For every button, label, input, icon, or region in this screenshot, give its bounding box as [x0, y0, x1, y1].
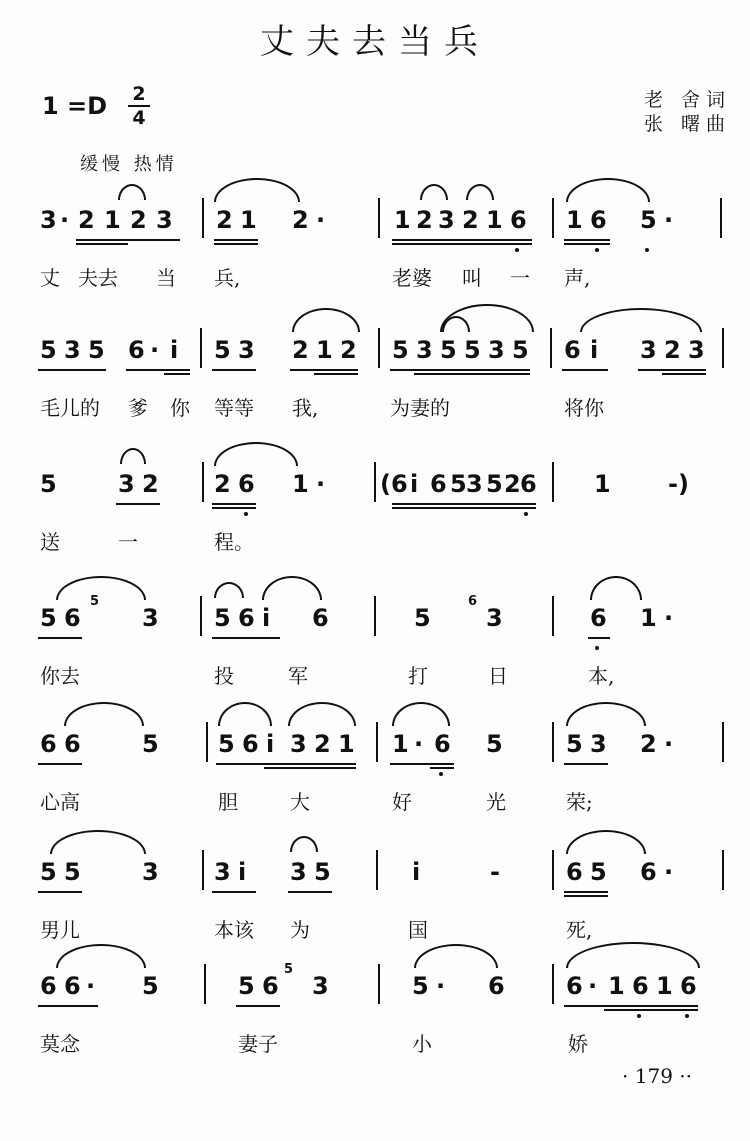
slur: [392, 702, 450, 726]
note: 6: [64, 604, 81, 632]
note: 3: [486, 604, 503, 632]
note: 3: [238, 336, 255, 364]
beam: [604, 1009, 698, 1011]
slur: [218, 702, 272, 726]
low-octave-dot: [685, 1014, 689, 1018]
barline: [378, 328, 380, 368]
lyric: 一: [118, 530, 138, 554]
note: 1: [240, 206, 257, 234]
slur: [420, 184, 448, 200]
note-dot: ·: [664, 604, 674, 632]
lyricist-credit: 老 舍词: [644, 89, 732, 111]
beam: [564, 239, 610, 241]
lyric: 等等: [214, 396, 254, 420]
beam: [562, 369, 608, 371]
note: 6: [430, 470, 447, 498]
note: 5: [40, 470, 57, 498]
note: 6: [640, 858, 657, 886]
note: 2: [462, 206, 479, 234]
music-system-4: [0, 594, 750, 694]
note: 6: [128, 336, 145, 364]
lyric: 本,: [588, 664, 615, 688]
note: 6: [510, 206, 527, 234]
lyric: 为: [290, 918, 310, 942]
lyric: 日: [488, 664, 508, 688]
lyric: 荣;: [566, 790, 593, 814]
lyric: 男儿: [40, 918, 80, 942]
note: 5: [214, 604, 231, 632]
beam: [564, 895, 608, 897]
low-octave-dot: [637, 1014, 641, 1018]
page-number: · 179 ··: [622, 1064, 692, 1088]
note: 5: [440, 336, 457, 364]
lyric: 叫: [462, 266, 482, 290]
music-system-7: [0, 962, 750, 1062]
note: 2: [130, 206, 147, 234]
note: 5: [40, 336, 57, 364]
note: 5: [590, 858, 607, 886]
barline: [200, 596, 202, 636]
lyric: 一: [510, 266, 530, 290]
note: i: [262, 604, 271, 632]
note: 3: [142, 858, 159, 886]
note: 3: [290, 730, 307, 758]
barline: [550, 328, 552, 368]
lyric: 娇: [568, 1032, 588, 1056]
low-octave-dot: [595, 646, 599, 650]
lyric: 兵,: [214, 266, 241, 290]
lyric: 胆: [218, 790, 238, 814]
time-signature: [128, 84, 150, 128]
note: 5: [142, 972, 159, 1000]
beam: [588, 637, 610, 639]
note: 3: [290, 858, 307, 886]
low-octave-dot: [524, 512, 528, 516]
lyric: 莫念: [40, 1032, 80, 1056]
note: 2: [314, 730, 331, 758]
note: 6: [242, 730, 259, 758]
barline: [202, 198, 204, 238]
note: 2: [216, 206, 233, 234]
note-dot: ·: [150, 336, 160, 364]
lyric: 小: [412, 1032, 432, 1056]
slur: [288, 702, 356, 726]
lyric: 我,: [292, 396, 319, 420]
beam: [564, 243, 610, 245]
grace-note: 5: [90, 594, 100, 609]
note: 5: [64, 858, 81, 886]
note: 3: [142, 604, 159, 632]
barline: [552, 462, 554, 502]
note: 5: [218, 730, 235, 758]
slur: [292, 308, 360, 332]
note: 1: [594, 470, 611, 498]
note: 6: [566, 972, 583, 1000]
beam: [430, 767, 454, 769]
note: 5: [314, 858, 331, 886]
note-dot: ·: [60, 206, 70, 234]
slur: [50, 830, 146, 854]
beam: [38, 637, 82, 639]
beam: [392, 503, 536, 505]
lyric: 程。: [214, 530, 254, 554]
slur: [214, 442, 298, 466]
credits: [644, 88, 731, 136]
note: 1: [640, 604, 657, 632]
note: 6: [64, 730, 81, 758]
note: 5: [640, 206, 657, 234]
note: 6: [566, 858, 583, 886]
note: 1: [394, 206, 411, 234]
note: 6: [64, 972, 81, 1000]
note: 6: [434, 730, 451, 758]
note: 6: [262, 972, 279, 1000]
barline: [722, 328, 724, 368]
note: 3: [118, 470, 135, 498]
lyric: 投: [214, 664, 234, 688]
slur: [580, 308, 702, 332]
music-system-1: [0, 206, 750, 296]
lyric: 本该: [214, 918, 254, 942]
barline: [552, 722, 554, 762]
note: 3: [466, 470, 483, 498]
lyric: 你去: [40, 664, 80, 688]
barline: [722, 722, 724, 762]
note: 5: [214, 336, 231, 364]
low-octave-dot: [515, 248, 519, 252]
low-octave-dot: [595, 248, 599, 252]
note: 2: [292, 206, 309, 234]
lyric: 将你: [564, 396, 604, 420]
note: 1: [104, 206, 121, 234]
meter-top: 2: [132, 83, 146, 105]
beam: [212, 503, 256, 505]
lyric: 大: [290, 790, 310, 814]
note: 6: [312, 604, 329, 632]
beam: [116, 503, 160, 505]
barline: [378, 964, 380, 1004]
barline: [552, 198, 554, 238]
slur: [120, 448, 146, 464]
note: -: [490, 858, 500, 886]
barline: [722, 850, 724, 890]
beam: [390, 763, 454, 765]
note: 5: [566, 730, 583, 758]
note: 5: [142, 730, 159, 758]
note: i: [410, 470, 419, 498]
barline: [376, 722, 378, 762]
barline: [202, 462, 204, 502]
beam: [212, 637, 280, 639]
beam: [392, 239, 532, 241]
note-dot: ·: [414, 730, 424, 758]
slur: [118, 184, 146, 200]
beam: [564, 891, 608, 893]
slur: [214, 582, 244, 598]
music-system-2: [0, 336, 750, 426]
beam: [38, 1005, 98, 1007]
note: 5: [40, 604, 57, 632]
slur: [290, 836, 318, 852]
note: 3: [416, 336, 433, 364]
composer-credit: 张 曙曲: [644, 113, 732, 135]
beam: [126, 369, 190, 371]
low-octave-dot: [439, 772, 443, 776]
beam: [212, 891, 256, 893]
beam: [564, 1005, 698, 1007]
note: 3: [156, 206, 173, 234]
note: 6: [488, 972, 505, 1000]
beam: [390, 369, 530, 371]
barline: [206, 722, 208, 762]
lyric: 当: [156, 266, 176, 290]
beam: [38, 369, 106, 371]
barline: [200, 328, 202, 368]
note: 1: [392, 730, 409, 758]
note: 3: [40, 206, 57, 234]
slur: [64, 702, 144, 726]
note: 2: [504, 470, 521, 498]
note: 6: [520, 470, 537, 498]
note: 6: [238, 470, 255, 498]
note: 1: [566, 206, 583, 234]
barline: [720, 198, 722, 238]
barline: [378, 198, 380, 238]
slur: [566, 830, 646, 854]
meter-bottom: 4: [132, 107, 146, 129]
note: 3: [214, 858, 231, 886]
note-dot: ·: [588, 972, 598, 1000]
note: 5: [412, 972, 429, 1000]
slur: [566, 178, 650, 202]
note: 5: [40, 858, 57, 886]
note: -): [668, 470, 689, 498]
note: 5: [512, 336, 529, 364]
note: 5: [392, 336, 409, 364]
lyric: 送: [40, 530, 60, 554]
beam: [212, 369, 256, 371]
lyric: 毛儿的: [40, 396, 100, 420]
lyric: 国: [408, 918, 428, 942]
beam: [216, 763, 356, 765]
note: 6: [590, 604, 607, 632]
note: i: [266, 730, 275, 758]
beam: [638, 369, 706, 371]
note: 3: [64, 336, 81, 364]
note: 2: [640, 730, 657, 758]
note: 5: [464, 336, 481, 364]
note: 1: [656, 972, 673, 1000]
slur: [566, 702, 646, 726]
note: 6: [238, 604, 255, 632]
low-octave-dot: [244, 512, 248, 516]
lyric: 打: [408, 664, 428, 688]
lyric: 为妻的: [390, 396, 450, 420]
beam: [212, 507, 256, 509]
beam: [392, 507, 536, 509]
music-system-3: [0, 470, 750, 560]
lyric: 声,: [564, 266, 591, 290]
note: 1: [338, 730, 355, 758]
low-octave-dot: [645, 248, 649, 252]
note: 3: [438, 206, 455, 234]
note: 5: [486, 730, 503, 758]
barline: [552, 850, 554, 890]
note: 5: [450, 470, 467, 498]
note: 2: [664, 336, 681, 364]
slur: [56, 576, 146, 600]
beam: [290, 369, 358, 371]
lyric: 老婆: [392, 266, 432, 290]
lyric: 死,: [566, 918, 593, 942]
beam: [164, 373, 190, 375]
music-system-5: [0, 730, 750, 820]
note: 2: [340, 336, 357, 364]
note: 3: [488, 336, 505, 364]
beam: [288, 891, 332, 893]
note: 5: [486, 470, 503, 498]
lyric: 爹: [128, 396, 148, 420]
grace-note: 6: [468, 594, 478, 609]
barline: [374, 596, 376, 636]
key-signature: 1 =D: [42, 92, 108, 120]
note: 3: [640, 336, 657, 364]
slur: [214, 178, 300, 202]
note-dot: ·: [316, 206, 326, 234]
beam: [414, 373, 530, 375]
note: 6: [680, 972, 697, 1000]
note-dot: ·: [664, 858, 674, 886]
note: 6: [40, 730, 57, 758]
note: 2: [214, 470, 231, 498]
lyric: 好: [392, 790, 412, 814]
note: 1: [316, 336, 333, 364]
note: i: [238, 858, 247, 886]
lyric: 妻子: [238, 1032, 278, 1056]
beam: [564, 763, 608, 765]
note: 6: [632, 972, 649, 1000]
note: 2: [292, 336, 309, 364]
beam: [236, 1005, 280, 1007]
beam: [38, 891, 82, 893]
note: 2: [142, 470, 159, 498]
note: 5: [88, 336, 105, 364]
note: 5: [414, 604, 431, 632]
barline: [552, 964, 554, 1004]
lyric: 夫去: [78, 266, 118, 290]
note-dot: ·: [436, 972, 446, 1000]
note: 2: [78, 206, 95, 234]
beam: [392, 243, 532, 245]
note: i: [590, 336, 599, 364]
note: 3: [688, 336, 705, 364]
lyric: 光: [486, 790, 506, 814]
note: 1: [486, 206, 503, 234]
note-dot: ·: [664, 206, 674, 234]
barline: [552, 596, 554, 636]
song-title: 丈夫去当兵: [260, 22, 490, 62]
note: 2: [416, 206, 433, 234]
note: i: [412, 858, 421, 886]
note: i: [170, 336, 179, 364]
beam: [214, 239, 258, 241]
barline: [376, 850, 378, 890]
note-dot: ·: [316, 470, 326, 498]
note: 6: [590, 206, 607, 234]
note: 3: [590, 730, 607, 758]
grace-note: 5: [284, 962, 294, 977]
barline: [202, 850, 204, 890]
note-dot: ·: [664, 730, 674, 758]
barline: [374, 462, 376, 502]
lyric: 军: [288, 664, 308, 688]
music-system-6: [0, 858, 750, 948]
slur: [262, 576, 322, 600]
note-dot: ·: [86, 972, 96, 1000]
beam: [76, 243, 128, 245]
lyric: 心高: [40, 790, 80, 814]
slur: [466, 184, 494, 200]
note: 6: [564, 336, 581, 364]
slur: [590, 576, 642, 600]
note: 6: [40, 972, 57, 1000]
beam: [214, 243, 258, 245]
lyric: 丈: [40, 266, 60, 290]
tempo-marking: 缓慢 热情: [80, 154, 178, 175]
barline: [204, 964, 206, 1004]
note: 5: [238, 972, 255, 1000]
note: 1: [292, 470, 309, 498]
beam: [38, 763, 82, 765]
lyric: 你: [170, 396, 190, 420]
beam: [264, 767, 356, 769]
note: 3: [312, 972, 329, 1000]
beam: [76, 239, 180, 241]
note: (6: [380, 470, 408, 498]
beam: [314, 373, 358, 375]
beam: [662, 373, 706, 375]
note: 1: [608, 972, 625, 1000]
